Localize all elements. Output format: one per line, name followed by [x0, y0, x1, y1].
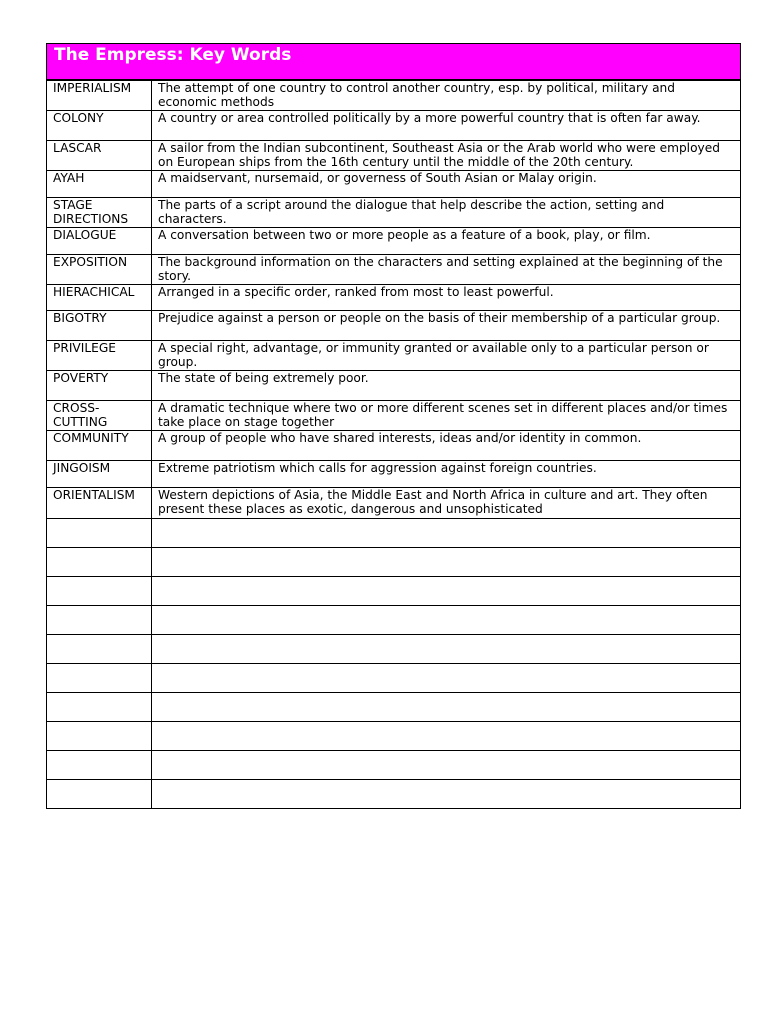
- term-cell: [47, 606, 152, 635]
- table-row: [47, 111, 741, 141]
- term-cell: [47, 722, 152, 751]
- definition-cell: A special right, advantage, or immunity granted or available only to a particular person or group.: [152, 341, 741, 371]
- table-row: [47, 341, 741, 371]
- term-cell: [47, 577, 152, 606]
- table-row: [47, 577, 741, 606]
- definition-cell: Extreme patriotism which calls for aggression against foreign countries.: [152, 461, 741, 488]
- term-cell: BIGOTRY: [47, 311, 152, 341]
- term-cell: AYAH: [47, 171, 152, 198]
- key-words-sheet: [46, 43, 741, 809]
- table-row: [47, 255, 741, 285]
- table-row: [47, 141, 741, 171]
- table-row: [47, 488, 741, 519]
- table-row: [47, 431, 741, 461]
- term-cell: [47, 519, 152, 548]
- table-row: [47, 228, 741, 255]
- definition-cell: A conversation between two or more people as a feature of a book, play, or film.: [152, 228, 741, 255]
- definition-cell: [152, 722, 741, 751]
- definition-cell: The attempt of one country to control another country, esp. by political, military and economic methods: [152, 81, 741, 111]
- definition-cell: [152, 519, 741, 548]
- table-row: [47, 780, 741, 809]
- definition-cell: [152, 606, 741, 635]
- term-cell: COLONY: [47, 111, 152, 141]
- term-cell: PRIVILEGE: [47, 341, 152, 371]
- table-row: [47, 311, 741, 341]
- table-row: [47, 722, 741, 751]
- table-row: [47, 171, 741, 198]
- term-cell: [47, 664, 152, 693]
- table-row: [47, 461, 741, 488]
- definition-cell: The parts of a script around the dialogue that help describe the action, setting and characters.: [152, 198, 741, 228]
- table-row: [47, 693, 741, 722]
- term-cell: [47, 635, 152, 664]
- definition-cell: Western depictions of Asia, the Middle East and North Africa in culture and art. They often present these places as exotic, dangerous and unsophisticated: [152, 488, 741, 519]
- key-words-table-body: [47, 81, 741, 809]
- definition-cell: The state of being extremely poor.: [152, 371, 741, 401]
- definition-cell: [152, 577, 741, 606]
- term-cell: LASCAR: [47, 141, 152, 171]
- term-cell: [47, 548, 152, 577]
- term-cell: ORIENTALISM: [47, 488, 152, 519]
- table-row: [47, 285, 741, 311]
- table-row: [47, 81, 741, 111]
- term-cell: [47, 780, 152, 809]
- term-cell: [47, 751, 152, 780]
- definition-cell: A country or area controlled politically by a more powerful country that is often far away.: [152, 111, 741, 141]
- definition-cell: A group of people who have shared interests, ideas and/or identity in common.: [152, 431, 741, 461]
- definition-cell: [152, 635, 741, 664]
- term-cell: CROSS-CUTTING: [47, 401, 152, 431]
- definition-cell: Arranged in a specific order, ranked from most to least powerful.: [152, 285, 741, 311]
- table-row: [47, 519, 741, 548]
- page-title: The Empress: Key Words: [46, 43, 741, 80]
- definition-cell: Prejudice against a person or people on the basis of their membership of a particular group.: [152, 311, 741, 341]
- definition-cell: A maidservant, nursemaid, or governess of South Asian or Malay origin.: [152, 171, 741, 198]
- term-cell: COMMUNITY: [47, 431, 152, 461]
- table-row: [47, 401, 741, 431]
- definition-cell: A dramatic technique where two or more different scenes set in different places and/or times take place on stage together: [152, 401, 741, 431]
- definition-cell: [152, 548, 741, 577]
- term-cell: [47, 693, 152, 722]
- definition-cell: The background information on the characters and setting explained at the beginning of the story.: [152, 255, 741, 285]
- key-words-table: [46, 80, 741, 809]
- term-cell: POVERTY: [47, 371, 152, 401]
- term-cell: HIERACHICAL: [47, 285, 152, 311]
- table-row: [47, 751, 741, 780]
- table-row: [47, 606, 741, 635]
- term-cell: DIALOGUE: [47, 228, 152, 255]
- table-row: [47, 635, 741, 664]
- definition-cell: [152, 751, 741, 780]
- term-cell: STAGE DIRECTIONS: [47, 198, 152, 228]
- definition-cell: [152, 780, 741, 809]
- term-cell: JINGOISM: [47, 461, 152, 488]
- table-row: [47, 664, 741, 693]
- definition-cell: [152, 664, 741, 693]
- table-row: [47, 548, 741, 577]
- table-row: [47, 371, 741, 401]
- term-cell: IMPERIALISM: [47, 81, 152, 111]
- definition-cell: [152, 693, 741, 722]
- table-row: [47, 198, 741, 228]
- term-cell: EXPOSITION: [47, 255, 152, 285]
- definition-cell: A sailor from the Indian subcontinent, Southeast Asia or the Arab world who were employed on European ships from the 16th century until the middle of the 20th century.: [152, 141, 741, 171]
